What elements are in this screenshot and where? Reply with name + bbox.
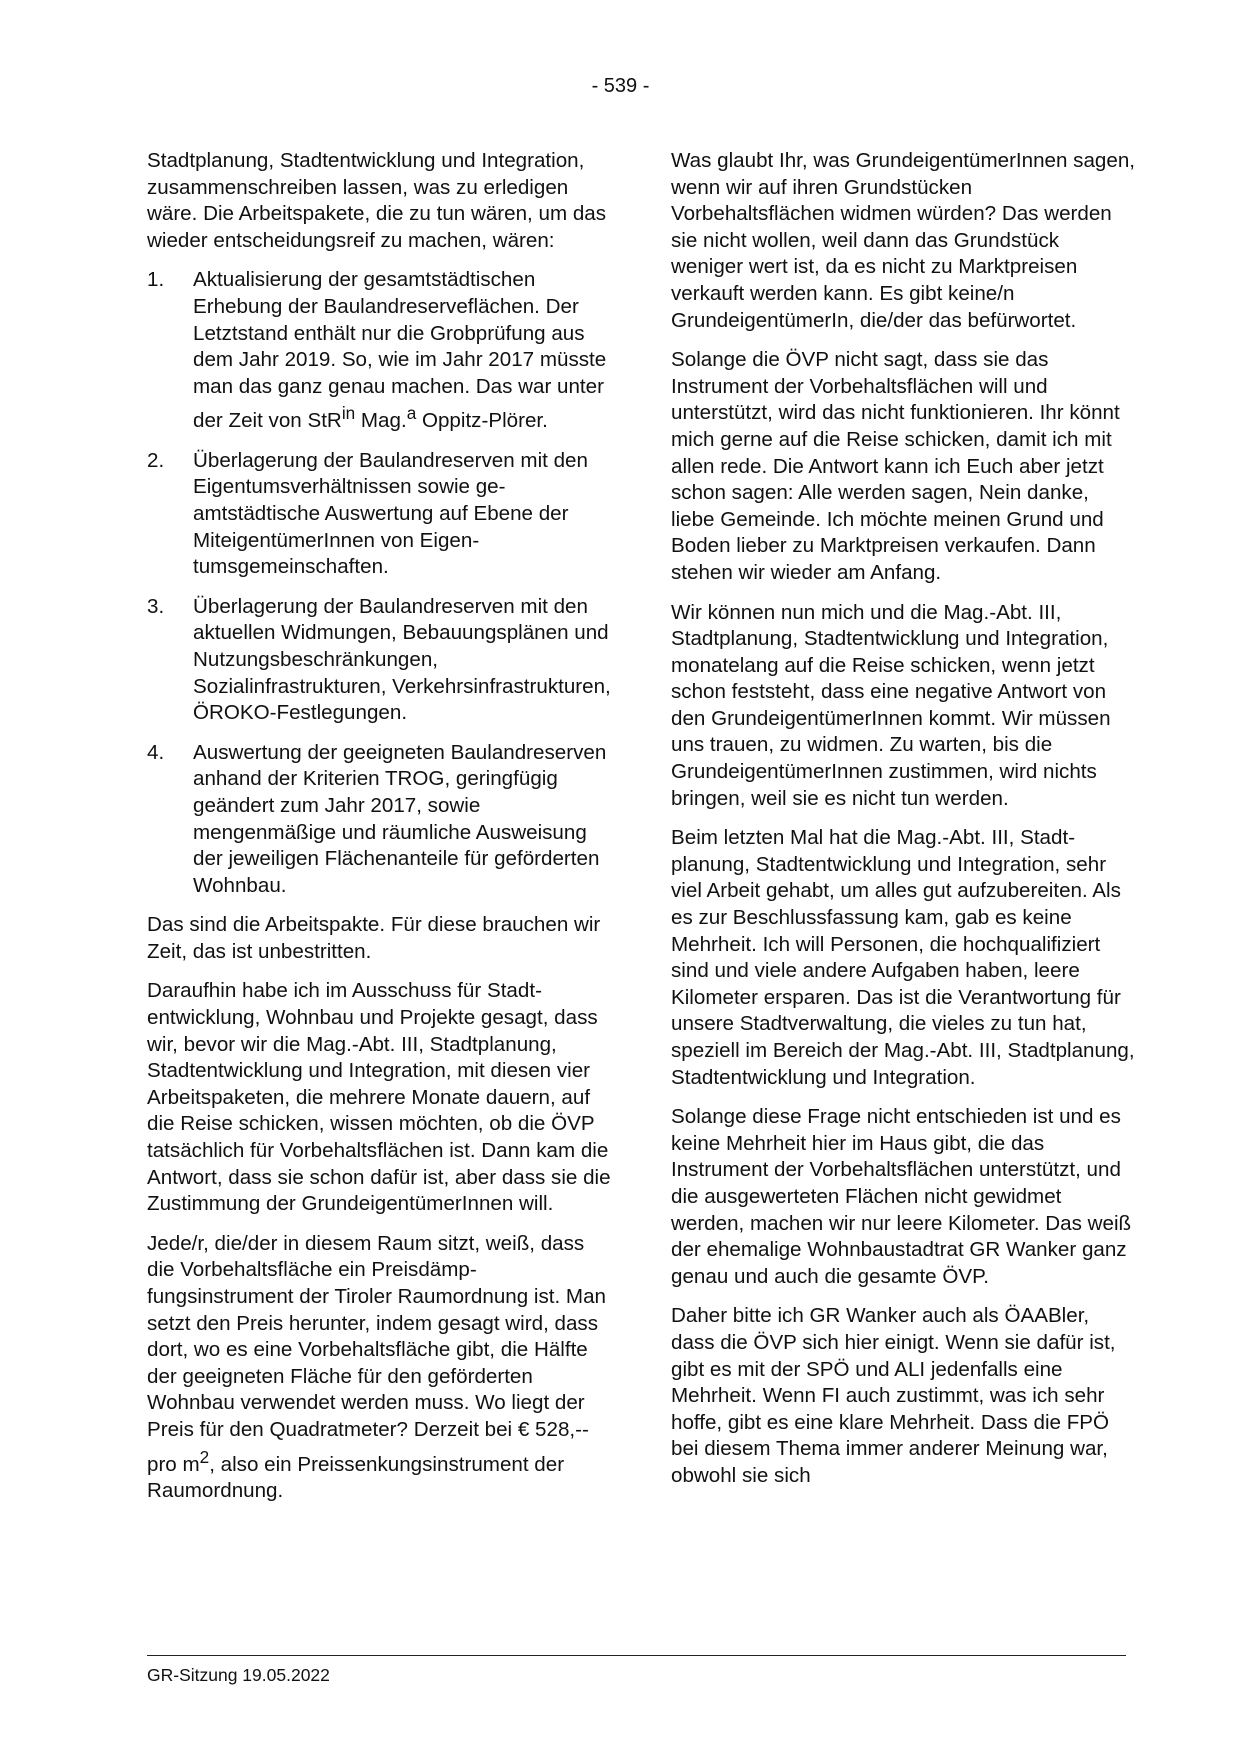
list-text-main: Aktualisierung der gesamtstädtischen Erhebung der Baulandreserveflächen. Der Letztstand enthält nur die Grobprüfung aus dem Jahr 2019. So, wie im Jahr 2017 müsste man das ganz genau machen. Das war unter der Zeit von — [193, 268, 607, 433]
footer-session-date: GR-Sitzung 19.05.2022 — [147, 1665, 330, 1685]
footer-divider — [147, 1655, 1126, 1656]
list-number: 3. — [147, 594, 165, 618]
list-text: Überlagerung der Baulandreserven mit den Eigentumsverhältnissen sowie geamtstädtische Auswertung auf Ebene der MiteigentümerInnen von Eigentumsgemeinschaften. — [193, 448, 588, 579]
paragraph: Stadtplanung, Stadtentwicklung und Integration, zusammenschreiben lassen, was zu erledigen wäre. Die Arbeitspakete, die zu tun wären, um das wieder entscheidungsreif zu machen, wären: — [147, 149, 607, 252]
list-text: Überlagerung der Baulandreserven mit den aktuellen Widmungen, Bebauungsplänen und Nutzungsbeschränkungen, Sozialinfrastrukturen, Verkehrsinfrastrukturen, ÖROKO-Festlegungen. — [193, 594, 611, 725]
work-package-list — [147, 267, 612, 899]
list-text — [193, 267, 612, 434]
list-item — [147, 594, 612, 727]
paragraph-text: Jede/r, die/der in diesem Raum sitzt, weiß, dass die Vorbehaltsfläche ein Preisdämpfungsinstrument der Tiroler Raumordnung ist. Man setzt den Preis herunter, indem gesagt wird, dass dort, wo es eine Vorbehaltsfläche gibt, die Hälfte der geeigneten Fläche für den geförderten Wohnbau verwendet werden muss. Wo liegt der Preis für den Quadratmeter? Derzeit bei € 528,-- pro m — [147, 1231, 606, 1476]
stadtraetin-abbrev: StR — [307, 409, 342, 433]
person-name: Oppitz-Plörer. — [416, 409, 548, 433]
paragraph: Solange die ÖVP nicht sagt, dass sie das Instrument der Vorbehaltsflächen will und unterstützt, wird das nicht funktionieren. Ihr könnt mich gerne auf die Reise schicken, damit ich mit allen rede. Die Antwort kann ich Euch aber jetzt schon sagen: Alle werden sagen, Nein danke, liebe Gemeinde. Ich möchte meinen Grund und Boden lieber zu Marktpreisen verkaufen. Dann stehen wir wieder am Anfang. — [671, 348, 1120, 584]
mag-abbrev: Mag. — [355, 409, 407, 433]
superscript-2: 2 — [199, 1446, 210, 1467]
paragraph: Beim letzten Mal hat die Mag.-Abt. III, Stadtplanung, Stadtentwicklung und Integration, sehr viel Arbeit gehabt, um alles gut aufzubereiten. Als es zur Beschlussfassung kam, gab es keine Mehrheit. Ich will Personen, die hochqualifiziert sind und viele andere Aufgaben haben, leere Kilometer ersparen. Das ist die Verantwortung für unsere Stadtverwaltung, die vieles zu tun hat, speziell im Bereich der Mag.-Abt. III, Stadtplanung, Stadtentwicklung und Integration. — [671, 826, 1135, 1089]
page-number: - 539 - — [591, 75, 650, 97]
paragraph-text: , also ein Preissenkungsinstrument der Raumordnung. — [147, 1452, 565, 1503]
superscript-in: in — [341, 403, 356, 424]
list-item — [147, 267, 612, 434]
right-column — [671, 148, 1136, 1503]
paragraph: Das sind die Arbeitspakte. Für diese brauchen wir Zeit, das ist unbestritten. — [147, 913, 601, 963]
list-item — [147, 448, 612, 581]
superscript-a: a — [406, 403, 417, 424]
paragraph: Daraufhin habe ich im Ausschuss für Stadtentwicklung, Wohnbau und Projekte gesagt, dass wir, bevor wir die Mag.-Abt. III, Stadtplanung, Stadtentwicklung und Integration, mit diesen vier Arbeitspaketen, die mehrere Monate dauern, auf die Reise schicken, wissen möchten, ob die ÖVP tatsächlich für Vorbehaltsflächen ist. Dann kam die Antwort, dass sie schon dafür ist, aber dass sie die Zustimmung der GrundeigentümerInnen will. — [147, 979, 611, 1216]
paragraph: Was glaubt Ihr, was GrundeigentümerInnen sagen, wenn wir auf ihren Grundstücken Vorbehaltsflächen widmen würden? Das werden sie nicht wollen, weil dann das Grundstück weniger wert ist, da es nicht zu Marktpreisen verkauft werden kann. Es gibt keine/n GrundeigentümerIn, die/der das befürwortet. — [671, 149, 1136, 332]
list-text: Auswertung der geeigneten Baulandreserven anhand der Kriterien TROG, geringfügig geändert zum Jahr 2017, sowie mengenmäßige und räumliche Ausweisung der jeweiligen Flächenanteile für geförderten Wohnbau. — [193, 740, 607, 897]
paragraph: Solange diese Frage nicht entschieden ist und es keine Mehrheit hier im Haus gibt, die das Instrument der Vorbehaltsflächen unterstützt, und die ausgewerteten Flächen nicht gewidmet werden, machen wir nur leere Kilometer. Das weiß der ehemalige Wohnbaustadtrat GR Wanker ganz genau und auch die gesamte ÖVP. — [671, 1105, 1132, 1288]
list-item — [147, 740, 612, 900]
list-number: 2. — [147, 448, 165, 472]
left-column — [147, 148, 612, 1518]
paragraph — [147, 1231, 612, 1505]
list-number: 1. — [147, 268, 165, 292]
paragraph: Wir können nun mich und die Mag.-Abt. III, Stadtplanung, Stadtentwicklung und Integration, monatelang auf die Reise schicken, wenn jetzt schon feststeht, dass eine negative Antwort von den GrundeigentümerInnen kommt. Wir müssen uns trauen, zu widmen. Zu warten, bis die GrundeigentümerInnen zustimmen, wird nichts bringen, weil sie es nicht tun werden. — [671, 600, 1111, 810]
paragraph: Daher bitte ich GR Wanker auch als ÖAABler, dass die ÖVP sich hier einigt. Wenn sie dafür ist, gibt es mit der SPÖ und ALI jedenfalls eine Mehrheit. Wenn FI auch zustimmt, was ich sehr hoffe, gibt es eine klare Mehrheit. Dass die FPÖ bei diesem Thema immer anderer Meinung war, obwohl sie sich — [671, 1304, 1116, 1487]
list-number: 4. — [147, 740, 165, 764]
